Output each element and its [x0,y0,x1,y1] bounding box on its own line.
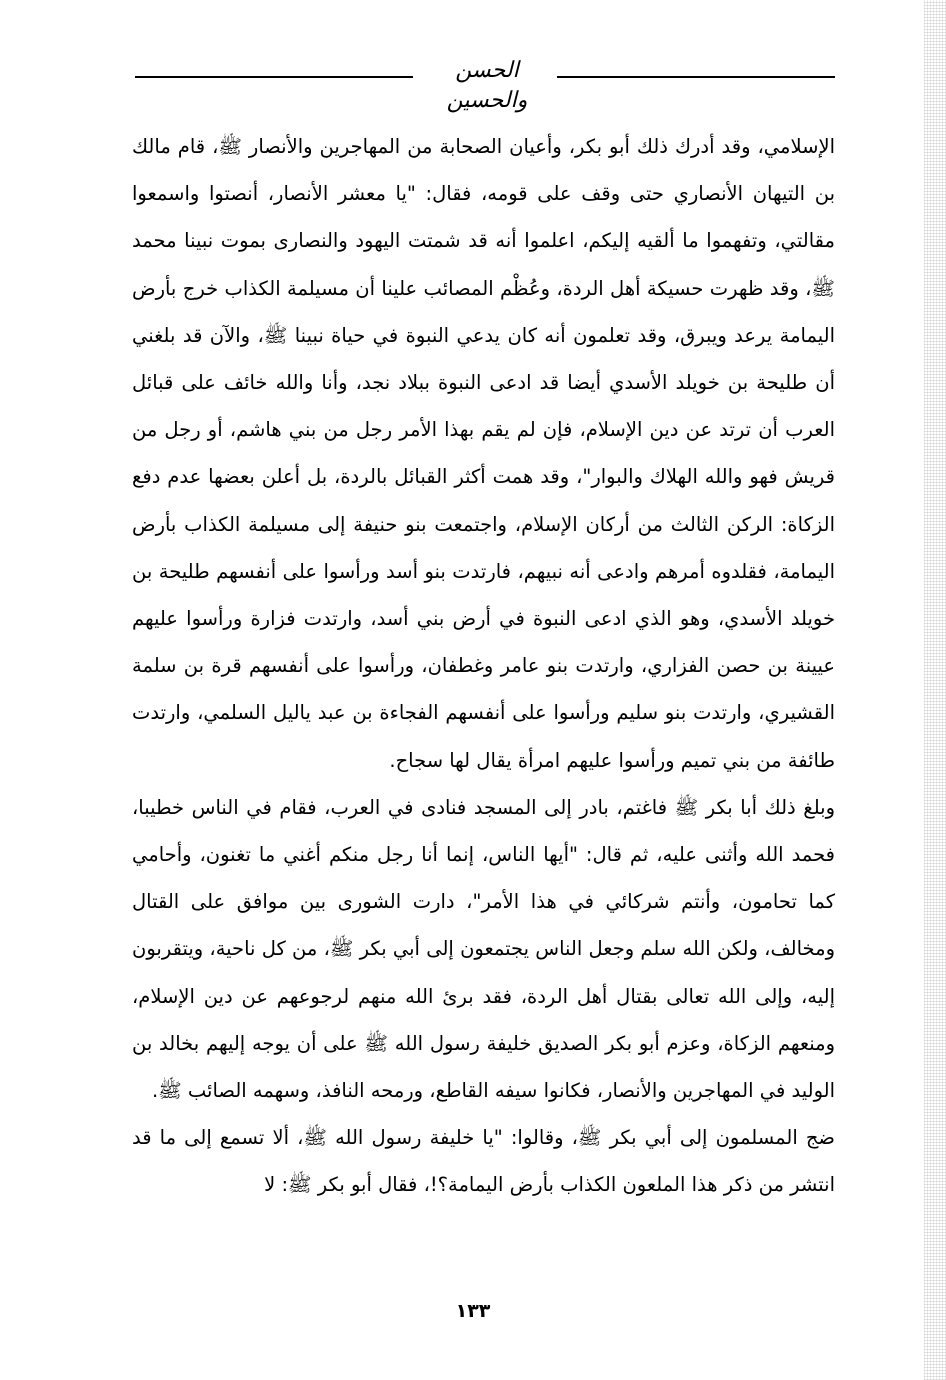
header-rule-right [557,76,835,78]
page-number: ١٣٣ [455,1300,491,1322]
body-text [132,123,835,1209]
header-rule-left [135,76,413,78]
scan-edge-noise [924,0,946,1380]
paragraph-1: الإسلامي، وقد أدرك ذلك أبو بكر، وأعيان الصحابة من المهاجرين والأنصار ﷺ، قام مالك بن التيهان الأنصاري حتى وقف على قومه، فقال: "يا معشر الأنصار، أنصتوا واسمعوا مقالتي، وتفهموا ما ألقيه إليكم، اعلموا أنه قد شمتت اليهود والنصارى بموت نبينا محمد ﷺ، وقد ظهرت حسيكة أهل الردة، وعُظْم المصائب علينا أن مسيلمة الكذاب خرج بأرض اليمامة يرعد ويبرق، وقد تعلمون أنه كان يدعي النبوة في حياة نبينا ﷺ، والآن قد بلغني أن طليحة بن خويلد الأسدي أيضا قد ادعى النبوة ببلاد نجد، وأنا والله خائف على قبائل العرب أن ترتد عن دين الإسلام، فإن لم يقم بهذا الأمر رجل من بني هاشم، أو رجل من قريش فهو والله الهلاك والبوار"، وقد همت أكثر القبائل بالردة، بل أعلن بعضها عدم دفع الزكاة: الركن الثالث من أركان الإسلام، واجتمعت بنو حنيفة إلى مسيلمة الكذاب بأرض اليمامة، فقلدوه أمرهم وادعى أنه نبيهم، فارتدت بنو أسد ورأسوا على أنفسهم طليحة بن خويلد الأسدي، وهو الذي ادعى النبوة في أرض بني أسد، وارتدت فزارة ورأسوا عليهم عيينة بن حصن الفزاري، وارتدت بنو عامر وغطفان، ورأسوا على أنفسهم قرة بن سلمة القشيري، وارتدت بنو سليم ورأسوا على أنفسهم الفجاءة بن عبد ياليل السلمي، وارتدت طائفة من بني تميم ورأسوا عليهم امرأة يقال لها سجاح. [132,135,835,772]
paragraph-2: وبلغ ذلك أبا بكر ﷺ فاغتم، بادر إلى المسجد فنادى في العرب، فقام في الناس خطيبا، فحمد الله وأثنى عليه، ثم قال: "أيها الناس، إنما أنا رجل منكم أغني ما تغنون، وأحامي كما تحامون، وأنتم شركائي في هذا الأمر"، دارت الشورى بين موافق على القتال ومخالف، ولكن الله سلم وجعل الناس يجتمعون إلى أبي بكر ﷺ، من كل ناحية، ويتقربون إليه، وإلى الله تعالى بقتال أهل الردة، فقد برئ الله منهم لرجوعهم عن دين الإسلام، ومنعهم الزكاة، وعزم أبو بكر الصديق خليفة رسول الله ﷺ على أن يوجه إليهم بخالد بن الوليد في المهاجرين والأنصار، فكانوا سيفه القاطع، ورمحه النافذ، وسهمه الصائب ﷺ. [132,795,835,1103]
running-header [135,52,835,113]
header-title: الحسن والحسين [446,58,528,113]
paragraph-3: ضج المسلمون إلى أبي بكر ﷺ، وقالوا: "يا خليفة رسول الله ﷺ، ألا تسمع إلى ما قد انتشر من ذكر هذا الملعون الكذاب بأرض اليمامة؟!، فقال أبو بكر ﷺ: لا [132,1126,835,1197]
